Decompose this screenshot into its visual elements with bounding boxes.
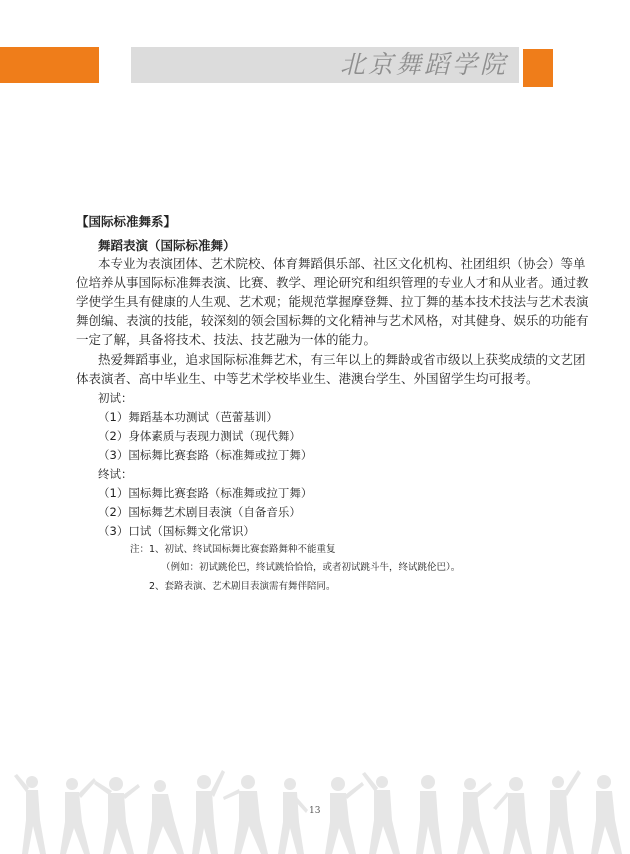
intro-line: 一定了解，具备将技术、技法、技艺融为一体的能力。 xyxy=(76,332,377,347)
note-line: 2、套路表演、艺术剧目表演需有舞伴陪同。 xyxy=(149,581,336,592)
page-number: 13 xyxy=(309,806,321,816)
prelim-item: （3）国标舞比赛套路（标准舞或拉丁舞） xyxy=(98,448,313,462)
academy-logo: 北京舞蹈学院 xyxy=(340,50,509,79)
final-item: （3）口试（国标舞文化常识） xyxy=(98,524,255,538)
note-line: 注：1、初试、终试国标舞比赛套路舞种不能重复 xyxy=(130,544,336,555)
intro-line: 学使学生具有健康的人生观、艺术观；能规范掌握摩登舞、拉丁舞的基本技术技法与艺术表演 xyxy=(76,294,589,309)
header-accent-right xyxy=(523,49,553,87)
major-title: 舞蹈表演（国际标准舞） xyxy=(98,238,236,253)
header-accent-left xyxy=(0,47,99,83)
eligibility-line: 热爱舞蹈事业，追求国际标准舞艺术，有三年以上的舞龄或省市级以上获奖成绩的文艺团 xyxy=(98,352,586,367)
intro-line: 舞创编、表演的技能，较深刻的领会国标舞的文化精神与艺术风格，对其健身、娱乐的功能有 xyxy=(76,313,589,328)
eligibility-line: 体表演者、高中毕业生、中等艺术学校毕业生、港澳台学生、外国留学生均可报考。 xyxy=(76,371,539,386)
intro-line: 位培养从事国际标准舞表演、比赛、教学、理论研究和组织管理的专业人才和从业者。通过教 xyxy=(76,275,589,290)
prelim-label: 初试： xyxy=(98,391,133,405)
prelim-item: （1）舞蹈基本功测试（芭蕾基训） xyxy=(98,410,278,424)
intro-line: 本专业为表演团体、艺术院校、体育舞蹈俱乐部、社区文化机构、社团组织（协会）等单 xyxy=(98,256,586,271)
final-item: （1）国标舞比赛套路（标准舞或拉丁舞） xyxy=(98,486,313,500)
final-item: （2）国标舞艺术剧目表演（自备音乐） xyxy=(98,505,301,519)
prelim-item: （2）身体素质与表现力测试（现代舞） xyxy=(98,429,301,443)
note-line: （例如：初试跳伦巴，终试跳恰恰恰，或者初试跳斗牛，终试跳伦巴）。 xyxy=(161,562,461,573)
final-label: 终试： xyxy=(98,467,133,481)
section-title: 【国际标准舞系】 xyxy=(76,214,177,229)
